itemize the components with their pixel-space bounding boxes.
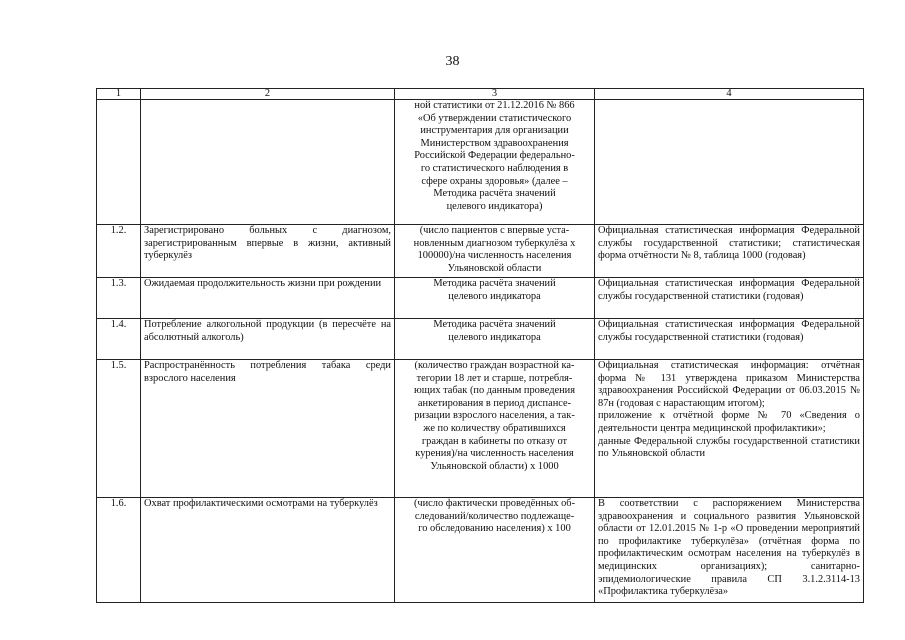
table-row: [97, 100, 864, 225]
calculation-method-cell: [395, 498, 595, 603]
table-row: [97, 319, 864, 360]
calculation-method-text: (число фактически проведённых об- следований/количество подлежаще- го обследованию населения) х 100: [413, 498, 576, 535]
row-number-cell: 1.5.: [97, 360, 141, 498]
indicators-table: [96, 88, 864, 603]
table-row: [97, 498, 864, 603]
column-header: 4: [595, 89, 864, 100]
calculation-method-cell: [395, 360, 595, 498]
calculation-method-cell: [395, 278, 595, 319]
calculation-method-cell: [395, 100, 595, 225]
page-number: 38: [445, 54, 460, 69]
table-header-row: [97, 89, 864, 100]
data-source-cell: [595, 100, 864, 225]
calculation-method-cell: [395, 225, 595, 278]
calculation-method-text: ной статистики от 21.12.2016 № 866 «Об утверждении статистического инструментария для организации Министерством здравоохранения Российской Федерации федерально- го статистического наблюдения в сфере охраны здоровья» (далее – Методика расчёта значений целевого индикатора): [414, 100, 575, 212]
indicator-cell: Зарегистрировано больных с диагнозом, зарегистрированным впервые в жизни, активный туберкулёз: [141, 225, 395, 278]
calculation-method-text: Методика расчёта значений целевого индикатора: [433, 319, 556, 343]
data-source-cell: Официальная статистическая информация Федеральной службы государственной статистики (годовая): [595, 319, 864, 360]
indicator-cell: Распространённость потребления табака среди взрослого населения: [141, 360, 395, 498]
row-number-cell: 1.4.: [97, 319, 141, 360]
data-source-text: Официальная статистическая информация: отчётная форма № 131 утверждена приказом Министерства здравоохранения Российской Федерации от 06.03.2015 № 87н (годовая с нарастающим итогом); приложение к отчётной форме № 70 «Сведения о деятельности центра медицинской профилактики»; данные Федеральной службы государственной статистики по Ульяновской области: [598, 360, 860, 460]
data-source-cell: Официальная статистическая информация Федеральной службы государственной статистики (годовая): [595, 278, 864, 319]
calculation-method-text: (число пациентов с впервые уста- новленным диагнозом туберкулёза х 100000)/на численность населения Ульяновской области: [413, 225, 576, 274]
row-number-cell: [97, 100, 141, 225]
indicator-cell: Ожидаемая продолжительность жизни при рождении: [141, 278, 395, 319]
table-row: [97, 278, 864, 319]
indicator-cell: Охват профилактическими осмотрами на туберкулёз: [141, 498, 395, 603]
calculation-method-text: (количество граждан возрастной ка- тегории 18 лет и старше, потребля- ющих табак (по данным проведения анкетирования в период диспансе- ризации взрослого населения, а так- же по количеству обратившихся граждан в кабинеты по отказу от курения)/на численность населения Ульяновской области) х 1000: [414, 360, 575, 472]
column-header: 3: [395, 89, 595, 100]
table-row: [97, 360, 864, 498]
row-number-cell: 1.3.: [97, 278, 141, 319]
data-source-cell: В соответствии с распоряжением Министерства здравоохранения и социального развития Ульяновской области от 12.01.2015 № 1-р «О проведении мероприятий по профилактике туберкулёза» (отчётная форма по профилактическим осмотрам населения на туберкулёз в медицинских организациях); санитарно-эпидемиологические правила СП 3.1.2.3114-13 «Профилактика туберкулёза»: [595, 498, 864, 603]
table-row: [97, 225, 864, 278]
column-header: 2: [141, 89, 395, 100]
calculation-method-cell: [395, 319, 595, 360]
calculation-method-text: Методика расчёта значений целевого индикатора: [433, 278, 556, 302]
row-number-cell: 1.6.: [97, 498, 141, 603]
indicator-cell: [141, 100, 395, 225]
column-header: 1: [97, 89, 141, 100]
data-source-cell: [595, 360, 864, 498]
data-source-cell: Официальная статистическая информация Федеральной службы государственной статистики; статистическая форма отчётности № 8, таблица 1000 (годовая): [595, 225, 864, 278]
row-number-cell: 1.2.: [97, 225, 141, 278]
indicator-cell: Потребление алкогольной продукции (в пересчёте на абсолютный алкоголь): [141, 319, 395, 360]
